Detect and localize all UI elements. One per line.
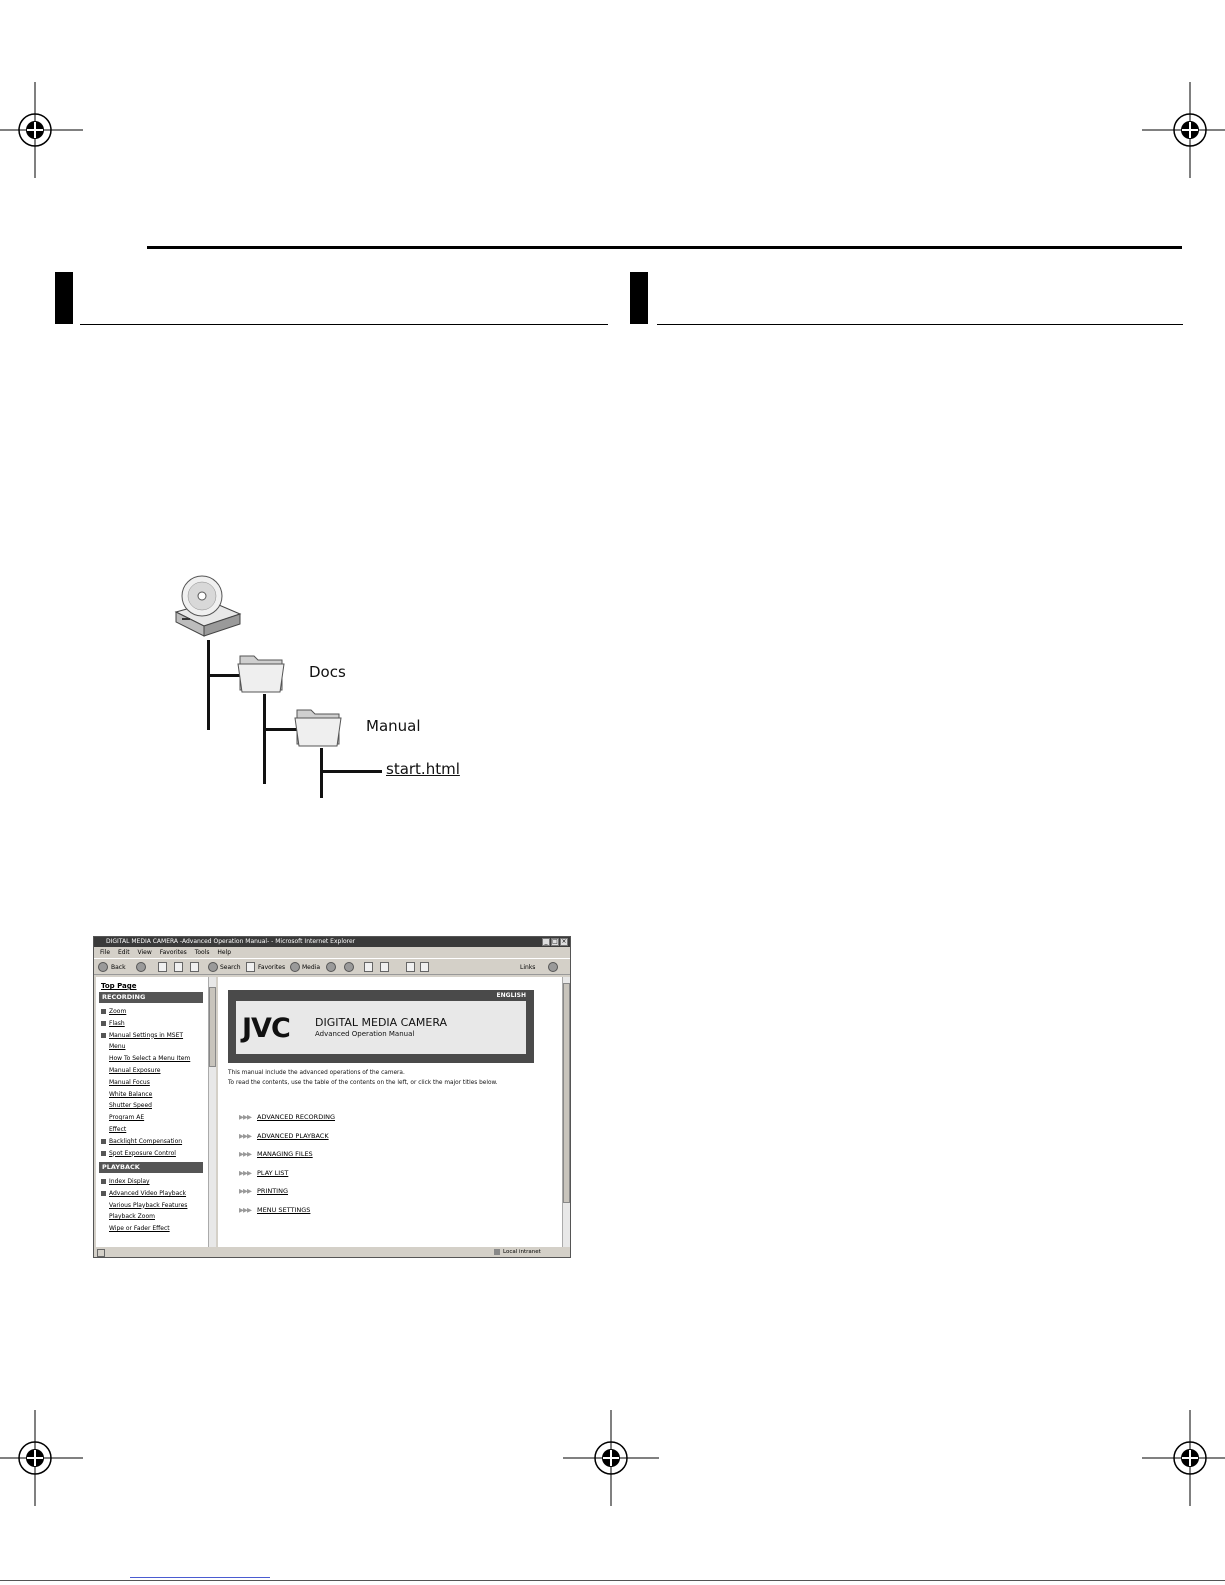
jvc-logo: JVC bbox=[242, 1013, 290, 1044]
sidebar-subitem[interactable]: Various Playback Features bbox=[109, 1201, 188, 1209]
forward-icon[interactable] bbox=[136, 962, 146, 972]
home-icon[interactable] bbox=[190, 962, 199, 972]
tree-connector bbox=[263, 694, 266, 784]
sidebar-item[interactable] bbox=[101, 1032, 183, 1039]
triple-arrow-icon: ▶▶▶ bbox=[239, 1187, 251, 1195]
tree-item-start-html[interactable]: start.html bbox=[386, 760, 460, 778]
sidebar-item-label[interactable]: Flash bbox=[109, 1019, 125, 1027]
page-bottom-edge bbox=[0, 1580, 1225, 1581]
scrollbar-thumb[interactable] bbox=[209, 987, 216, 1067]
cd-drive-icon bbox=[172, 574, 244, 640]
bullet-icon bbox=[101, 1009, 106, 1014]
sidebar-subitem[interactable]: Program AE bbox=[109, 1114, 145, 1122]
sidebar-subitem[interactable]: How To Select a Menu Item bbox=[109, 1055, 191, 1063]
major-title-link[interactable] bbox=[239, 1150, 313, 1158]
scrollbar-thumb[interactable] bbox=[563, 983, 570, 1203]
sidebar-item-label[interactable]: Manual Settings in MSET bbox=[109, 1031, 184, 1039]
main-scrollbar[interactable] bbox=[562, 977, 570, 1247]
sidebar-item-label[interactable]: Spot Exposure Control bbox=[109, 1149, 176, 1157]
sidebar-subitem[interactable]: Menu bbox=[109, 1043, 126, 1051]
messenger-icon[interactable] bbox=[420, 962, 429, 972]
back-icon[interactable] bbox=[98, 962, 108, 972]
tree-connector bbox=[320, 770, 382, 773]
major-title-label[interactable]: ADVANCED RECORDING bbox=[257, 1113, 336, 1121]
bullet-icon bbox=[101, 1021, 106, 1026]
triple-arrow-icon: ▶▶▶ bbox=[239, 1150, 251, 1158]
section-rule-right bbox=[657, 324, 1183, 325]
tree-item-manual: Manual bbox=[366, 717, 421, 735]
major-title-label[interactable]: ADVANCED PLAYBACK bbox=[257, 1131, 329, 1140]
menu-view[interactable]: View bbox=[137, 949, 152, 956]
triple-arrow-icon: ▶▶▶ bbox=[239, 1168, 251, 1177]
history-icon[interactable] bbox=[326, 962, 336, 972]
tree-item-docs: Docs bbox=[309, 663, 346, 681]
sidebar-item[interactable] bbox=[101, 1020, 125, 1027]
sidebar-subitem[interactable]: Manual Focus bbox=[109, 1078, 150, 1086]
section-marker-left bbox=[55, 272, 73, 324]
close-button[interactable]: × bbox=[561, 938, 567, 945]
major-title-label[interactable]: MANAGING FILES bbox=[257, 1150, 313, 1158]
sidebar-item-label[interactable]: Zoom bbox=[109, 1008, 127, 1015]
triple-arrow-icon: ▶▶▶ bbox=[239, 1113, 251, 1121]
jvc-banner bbox=[228, 990, 534, 1063]
sidebar-item-label[interactable]: Backlight Compensation bbox=[109, 1137, 183, 1145]
folder-icon bbox=[293, 700, 345, 750]
registration-mark-bottom-right bbox=[1142, 1410, 1225, 1506]
maximize-button[interactable]: □ bbox=[552, 938, 558, 945]
main-content bbox=[218, 977, 562, 1247]
folder-icon bbox=[236, 646, 288, 696]
registration-mark-top-right bbox=[1142, 82, 1225, 178]
sidebar-item[interactable] bbox=[101, 1150, 176, 1157]
sidebar-subitem[interactable]: Playback Zoom bbox=[109, 1213, 155, 1221]
menu-bar bbox=[94, 947, 570, 958]
banner-subtitle: Advanced Operation Manual bbox=[315, 1030, 415, 1038]
search-button[interactable]: Search bbox=[220, 964, 241, 971]
contents-scrollbar[interactable] bbox=[208, 977, 216, 1247]
menu-favorites[interactable]: Favorites bbox=[159, 949, 187, 956]
stop-icon[interactable] bbox=[158, 962, 167, 972]
print-icon[interactable] bbox=[364, 962, 373, 972]
sidebar-subitem[interactable]: Wipe or Fader Effect bbox=[109, 1225, 170, 1233]
go-icon[interactable] bbox=[548, 962, 558, 972]
search-icon[interactable] bbox=[208, 962, 218, 972]
page-status-icon bbox=[97, 1249, 105, 1257]
language-label[interactable]: ENGLISH bbox=[496, 992, 526, 999]
contents-pane bbox=[96, 977, 208, 1247]
section-rule-left bbox=[80, 324, 608, 325]
window-title-text: DIGITAL MEDIA CAMERA -Advanced Operation Manual- - Microsoft Internet Explorer bbox=[106, 938, 356, 945]
sidebar-subitem[interactable]: Shutter Speed bbox=[109, 1102, 152, 1110]
menu-edit[interactable]: Edit bbox=[117, 949, 130, 956]
registration-mark-bottom-left bbox=[0, 1410, 83, 1506]
sidebar-subitem[interactable]: Manual Exposure bbox=[109, 1067, 161, 1074]
browser-window bbox=[93, 936, 571, 1258]
menu-tools[interactable]: Tools bbox=[194, 949, 210, 956]
zone-icon bbox=[494, 1249, 500, 1255]
major-title-link[interactable] bbox=[239, 1113, 335, 1121]
edit-icon[interactable] bbox=[380, 962, 389, 972]
registration-mark-top-left bbox=[0, 82, 83, 178]
footer-link-underline bbox=[130, 1577, 270, 1578]
intro-line-1: This manual include the advanced operations of the camera. bbox=[228, 1070, 405, 1076]
top-page-link[interactable]: Top Page bbox=[101, 982, 137, 990]
major-title-link[interactable] bbox=[239, 1132, 329, 1140]
media-button[interactable]: Media bbox=[302, 964, 321, 971]
sidebar-item-label[interactable]: Advanced Video Playback bbox=[109, 1189, 187, 1197]
intro-line-2: To read the contents, use the table of the contents on the left, or click the major titles below. bbox=[228, 1080, 498, 1086]
triple-arrow-icon: ▶▶▶ bbox=[239, 1131, 251, 1140]
discuss-icon[interactable] bbox=[406, 962, 415, 972]
sidebar-item[interactable] bbox=[101, 1138, 182, 1145]
bullet-icon bbox=[101, 1179, 106, 1184]
banner-panel bbox=[236, 1001, 526, 1054]
sidebar-subitem[interactable]: Effect bbox=[109, 1126, 127, 1133]
bullet-icon bbox=[101, 1139, 106, 1144]
tree-connector bbox=[320, 748, 323, 798]
section-heading-playback: PLAYBACK bbox=[99, 1162, 203, 1173]
menu-file[interactable]: File bbox=[100, 949, 111, 956]
major-title-label[interactable]: PLAY LIST bbox=[257, 1168, 289, 1177]
triple-arrow-icon: ▶▶▶ bbox=[239, 1205, 251, 1214]
sidebar-item[interactable] bbox=[101, 1190, 186, 1197]
media-icon[interactable] bbox=[290, 962, 300, 972]
sidebar-item[interactable] bbox=[101, 1178, 150, 1185]
major-title-label[interactable]: MENU SETTINGS bbox=[257, 1205, 311, 1214]
bullet-icon bbox=[101, 1191, 106, 1196]
toolbar bbox=[94, 958, 570, 975]
refresh-icon[interactable] bbox=[174, 962, 183, 972]
sidebar-item[interactable] bbox=[101, 1008, 126, 1015]
status-bar bbox=[94, 1248, 570, 1257]
links-label[interactable]: Links bbox=[520, 964, 536, 971]
section-marker-right bbox=[630, 272, 648, 324]
bullet-icon bbox=[101, 1151, 106, 1156]
section-heading-recording: RECORDING bbox=[99, 992, 203, 1003]
major-title-link[interactable] bbox=[239, 1206, 310, 1214]
tree-connector bbox=[207, 640, 210, 730]
major-title-link[interactable] bbox=[239, 1187, 288, 1195]
zone-label: Local intranet bbox=[503, 1249, 541, 1255]
major-title-link[interactable] bbox=[239, 1169, 288, 1177]
menu-help[interactable]: Help bbox=[217, 949, 232, 956]
favorites-button[interactable]: Favorites bbox=[258, 964, 286, 971]
sidebar-item-label[interactable]: Index Display bbox=[109, 1178, 150, 1185]
back-label[interactable]: Back bbox=[111, 964, 126, 971]
sidebar-subitem[interactable]: White Balance bbox=[109, 1090, 153, 1098]
favorites-icon[interactable] bbox=[246, 962, 255, 972]
bullet-icon bbox=[101, 1033, 106, 1038]
major-title-label[interactable]: PRINTING bbox=[257, 1187, 289, 1195]
window-title bbox=[94, 937, 570, 947]
mail-icon[interactable] bbox=[344, 962, 354, 972]
registration-mark-bottom-center bbox=[563, 1410, 659, 1506]
minimize-button[interactable]: _ bbox=[542, 938, 550, 946]
banner-title: DIGITAL MEDIA CAMERA bbox=[315, 1016, 448, 1029]
header-rule bbox=[147, 246, 1182, 249]
